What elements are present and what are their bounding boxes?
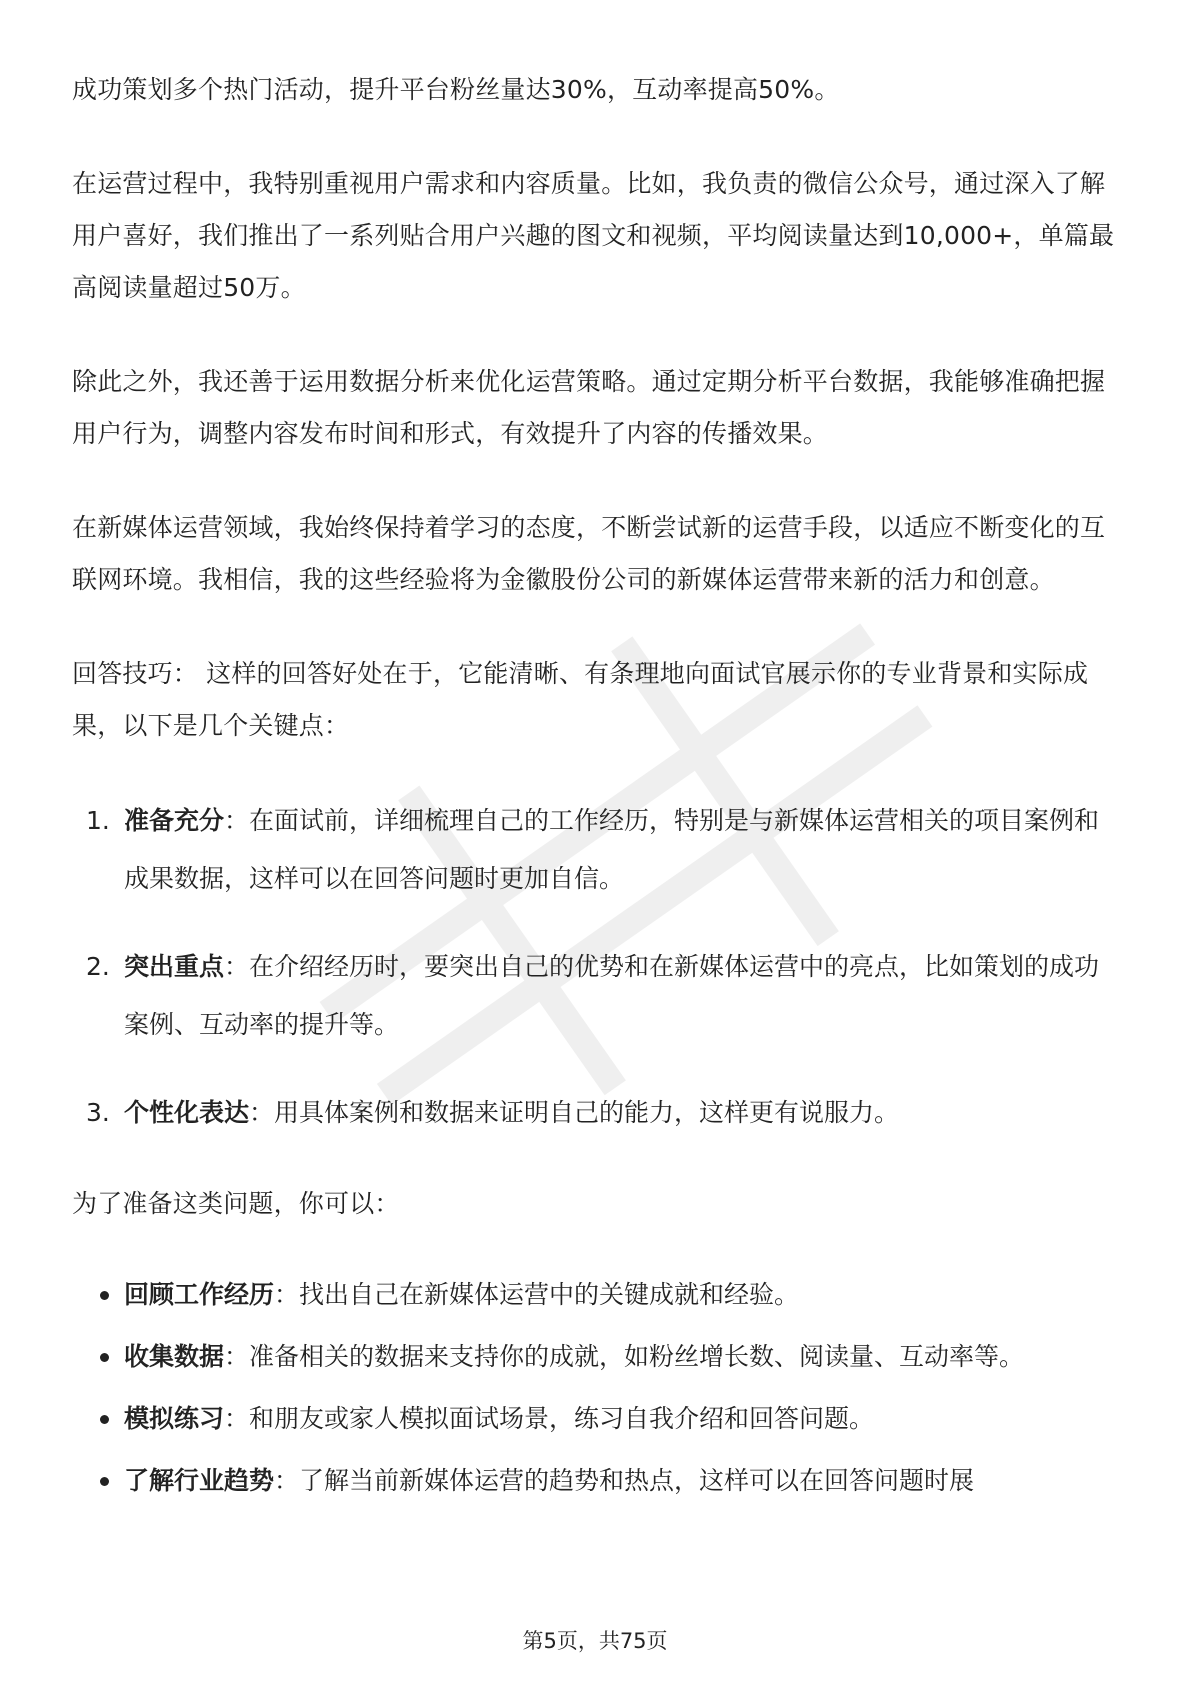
answer-tip-paragraph: 回答技巧： 这样的回答好处在于，它能清晰、有条理地向面试官展示你的专业背景和实际成果，以下是几个关键点： — [72, 659, 1089, 740]
list-term: 模拟练习 — [124, 1404, 225, 1433]
prep-intro: 为了准备这类问题，你可以： — [72, 1189, 400, 1218]
list-text: ：找出自己在新媒体运营中的关键成就和经验。 — [274, 1280, 800, 1309]
list-term: 了解行业趋势 — [124, 1466, 275, 1495]
paragraph: 成功策划多个热门活动，提升平台粉丝量达30%，互动率提高50%。 — [72, 75, 840, 104]
list-term: 收集数据 — [124, 1342, 225, 1371]
page-footer: 第5页，共75页 — [522, 1629, 668, 1653]
paragraph: 在新媒体运营领域，我始终保持着学习的态度，不断尝试新的运营手段，以适应不断变化的互联网环境。我相信，我的这些经验将为金徽股份公司的新媒体运营带来新的活力和创意。 — [72, 513, 1106, 594]
list-number: 2. — [86, 952, 110, 981]
list-item — [72, 1454, 1122, 1508]
list-text: ：在面试前，详细梳理自己的工作经历，特别是与新媒体运营相关的项目案例和成果数据，这样可以在回答问题时更加自信。 — [124, 806, 1100, 893]
list-item — [72, 792, 1122, 908]
list-item — [72, 1392, 1122, 1446]
list-item — [72, 1268, 1122, 1322]
paragraph: 在运营过程中，我特别重视用户需求和内容质量。比如，我负责的微信公众号，通过深入了解用户喜好，我们推出了一系列贴合用户兴趣的图文和视频，平均阅读量达到10,000+，单篇最高阅读量超过50万。 — [72, 169, 1115, 302]
list-item — [72, 1084, 1122, 1142]
list-text: ：用具体案例和数据来证明自己的能力，这样更有说服力。 — [249, 1098, 900, 1127]
key-points-list — [72, 792, 1122, 1142]
bullet-icon — [100, 1353, 109, 1362]
list-term: 个性化表达 — [124, 1098, 250, 1127]
bullet-icon — [100, 1291, 109, 1300]
bullet-icon — [100, 1477, 109, 1486]
list-term: 回顾工作经历 — [124, 1280, 275, 1309]
list-number: 3. — [86, 1098, 110, 1127]
list-text: ：准备相关的数据来支持你的成就，如粉丝增长数、阅读量、互动率等。 — [224, 1342, 1025, 1371]
paragraph: 除此之外，我还善于运用数据分析来优化运营策略。通过定期分析平台数据，我能够准确把握用户行为，调整内容发布时间和形式，有效提升了内容的传播效果。 — [72, 367, 1106, 448]
list-item — [72, 938, 1122, 1054]
list-text: ：在介绍经历时，要突出自己的优势和在新媒体运营中的亮点，比如策划的成功案例、互动率的提升等。 — [124, 952, 1100, 1039]
list-term: 突出重点 — [124, 952, 225, 981]
list-text: ：和朋友或家人模拟面试场景，练习自我介绍和回答问题。 — [224, 1404, 875, 1433]
list-term: 准备充分 — [124, 806, 225, 835]
main-content — [72, 64, 1122, 1516]
bullet-icon — [100, 1415, 109, 1424]
list-item — [72, 1330, 1122, 1384]
list-text: ：了解当前新媒体运营的趋势和热点，这样可以在回答问题时展 — [274, 1466, 975, 1495]
list-number: 1. — [86, 806, 110, 835]
prep-bullet-list — [72, 1268, 1122, 1508]
